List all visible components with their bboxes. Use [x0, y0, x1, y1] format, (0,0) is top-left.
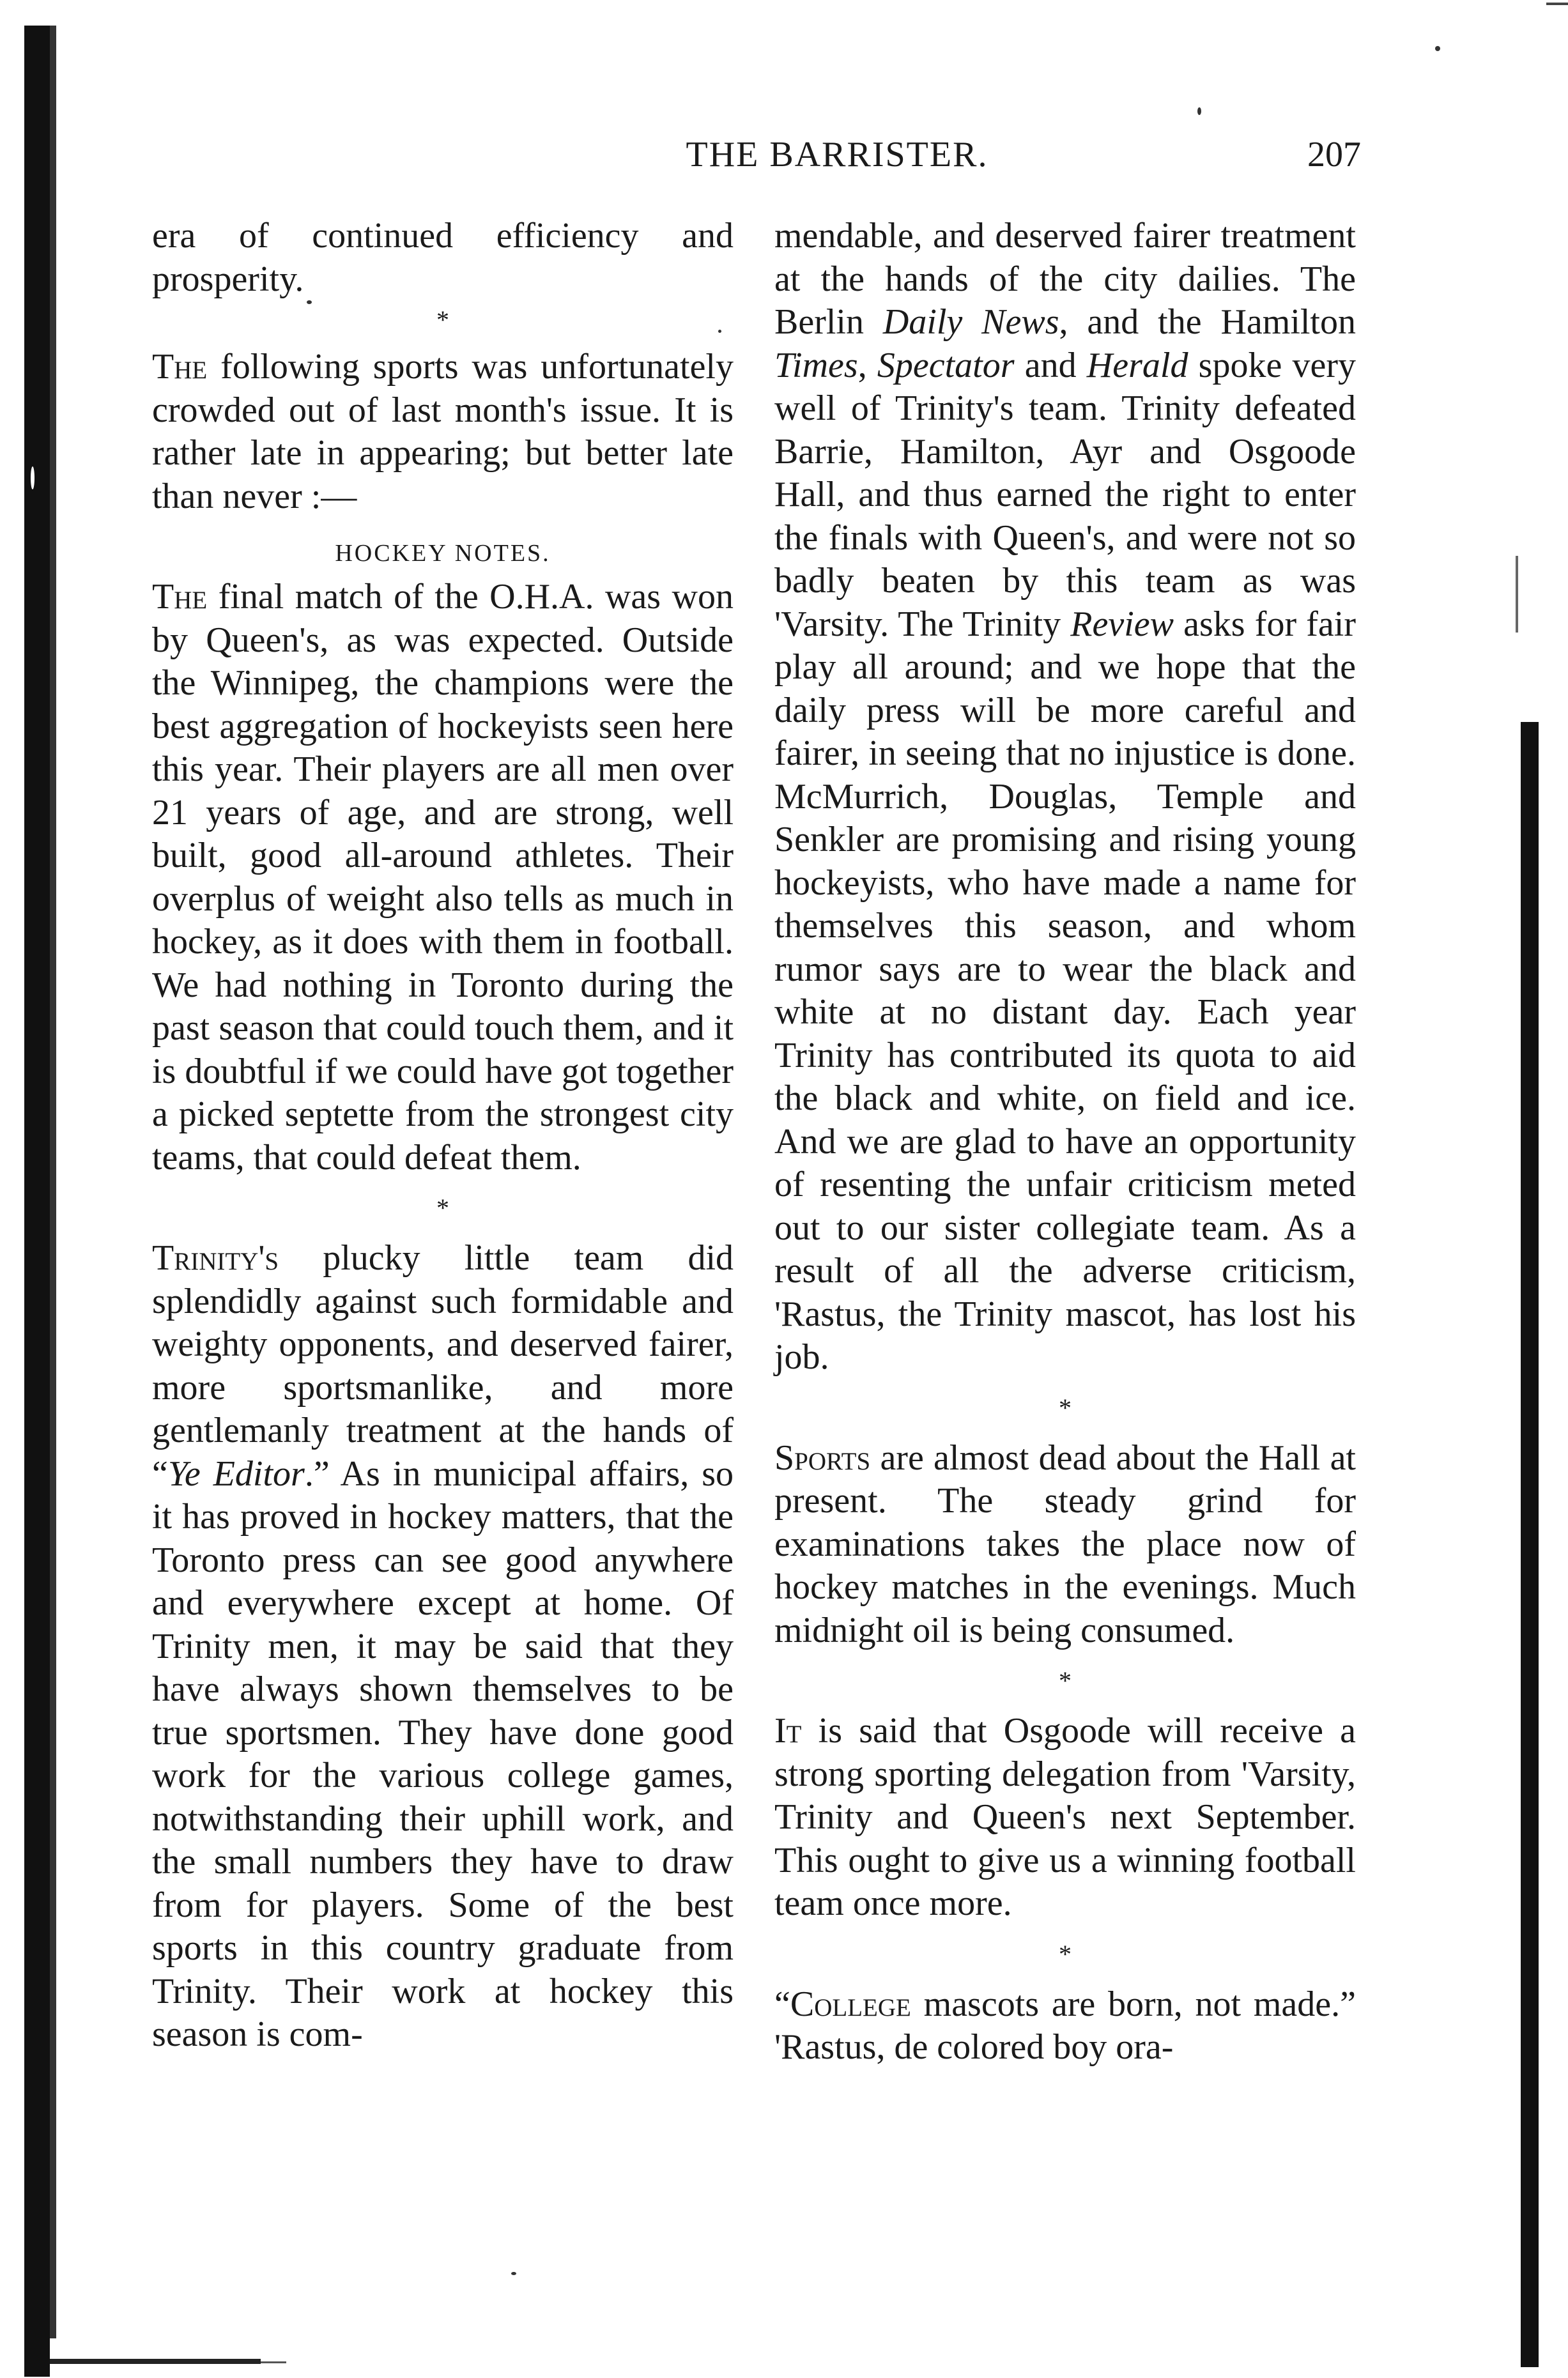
scan-right-edge-mark [1516, 556, 1518, 633]
paragraph-text: , and the Hamilton [1059, 302, 1356, 342]
left-column [152, 215, 734, 2057]
italic-text: Herald [1086, 345, 1188, 385]
scan-binding-edge-inner [50, 26, 56, 2338]
italic-text: Ye Editor [167, 1454, 305, 1494]
paragraph [774, 1983, 1356, 2069]
section-separator: * [436, 305, 449, 334]
paragraph-text: , [857, 345, 877, 385]
italic-text: Daily News [882, 302, 1059, 342]
section-separator: * [1059, 1666, 1072, 1695]
lead-word: “College [774, 1984, 911, 2024]
paragraph-text: and [1014, 345, 1087, 385]
page-number: 207 [1307, 135, 1361, 174]
page-header [147, 134, 1361, 185]
paragraph-text: mascots are born, not made.” 'Rastus, de colored boy ora- [774, 1984, 1356, 2067]
italic-text: Review [1070, 604, 1174, 644]
paragraph-text: are almost dead about the Hall at present. The steady grind for examinations takes the place now of hockey matches in the evenings. Much midnight oil is being consumed. [774, 1438, 1356, 1650]
paragraph-text: spoke very well of Trinity's team. Trinity defeated Barrie, Hamilton, Ayr and Osgoode Hall, and thus earned the right to enter the finals with Queen's, and were not so badly beaten by this team as was 'Varsity. The Trinity [774, 345, 1357, 644]
scan-speck [31, 466, 35, 489]
scan-speck [1435, 46, 1440, 51]
paragraph-text: final match of the O.H.A. was won by Queen's, as was expected. Outside the Winnipeg, the champions were the best aggregation of hockeyists seen here this year. Their players are all men over 21 years of age, and are strong, well built, good all-around athletes. Their overplus of weight also tells as much in hockey, as it does with them in football. We had nothing in Toronto during the past season that could touch them, and it is doubtful if we could have got together a picked septette from the strongest city teams, that could defeat them. [152, 577, 734, 1177]
paragraph-text: .” As in municipal affairs, so it has proved in hockey matters, that the Toronto press can see good anywhere and everywhere except at home. Of Trinity men, it may be said that they have always shown themselves to be true sportsmen. They have done good work for the various college games, notwithstanding their uphill work, and the small numbers they have to draw from for players. Some of the best sports in this country graduate from Trinity. Their work at hockey this season is com- [152, 1454, 734, 2054]
paragraph [152, 346, 734, 518]
lead-word: Trinity's [152, 1238, 279, 1278]
italic-text: Times [774, 345, 858, 385]
scan-speck [1197, 107, 1201, 115]
paragraph [152, 1237, 734, 2057]
scan-bottom-edge [50, 2359, 261, 2364]
paragraph-text: following sports was unfortunately crowded out of last month's issue. It is rather late in appearing; but better late than never :— [152, 347, 734, 516]
lead-word: The [152, 577, 208, 617]
lead-word: The [152, 347, 208, 387]
paragraph-text: plucky little team did splendidly against such formidable and weighty opponents, and deserved fairer, more sportsmanlike, and more gentlemanly treatment at the hands of “ [152, 1238, 734, 1494]
section-heading: HOCKEY NOTES. [335, 540, 551, 567]
scan-corner-mark [1546, 3, 1568, 5]
section-separator: * [1059, 1939, 1072, 1968]
paragraph-text: mendable, and deserved fairer treatment at the hands of the city dailies. The Berlin [774, 216, 1356, 342]
running-head: THE BARRISTER. [686, 135, 988, 174]
scan-speck [511, 2272, 516, 2275]
paragraph-text: asks for fair play all around; and we hope that the daily press will be more careful and fairer, in seeing that no injustice is done. McMurrich, Douglas, Temple and Senkler are promising and rising young hockeyists, who have made a name for themselves this season, and whom rumor says are to wear the black and white at no distant day. Each year Trinity has contributed its quota to aid the black and white, on field and ice. And we are glad to have an opportunity of resenting the unfair criticism meted out to our sister collegiate team. As a result of all the adverse criticism, 'Rastus, the Trinity mascot, has lost his job. [774, 604, 1356, 1377]
paragraph [152, 576, 734, 1179]
paragraph [774, 1710, 1356, 1926]
paragraph-text: is said that Osgoode will receive a strong sporting delegation from 'Varsity, Trinity and Queen's next September. This ought to give us a winning football team once more. [774, 1711, 1356, 1923]
scan-right-edge [1521, 722, 1539, 2367]
scan-binding-edge [24, 26, 50, 2377]
paragraph [774, 215, 1356, 1379]
section-separator: * [1059, 1393, 1072, 1422]
lead-word: It [774, 1711, 802, 1751]
section-separator: * [436, 1193, 449, 1222]
lead-word: Sports [774, 1438, 871, 1478]
paragraph: era of continued efficiency and prosperity. [152, 216, 734, 299]
paragraph [774, 1437, 1356, 1653]
italic-text: Spectator [877, 345, 1015, 385]
right-column [774, 215, 1356, 2069]
scan-bottom-edge-tail [261, 2361, 286, 2363]
